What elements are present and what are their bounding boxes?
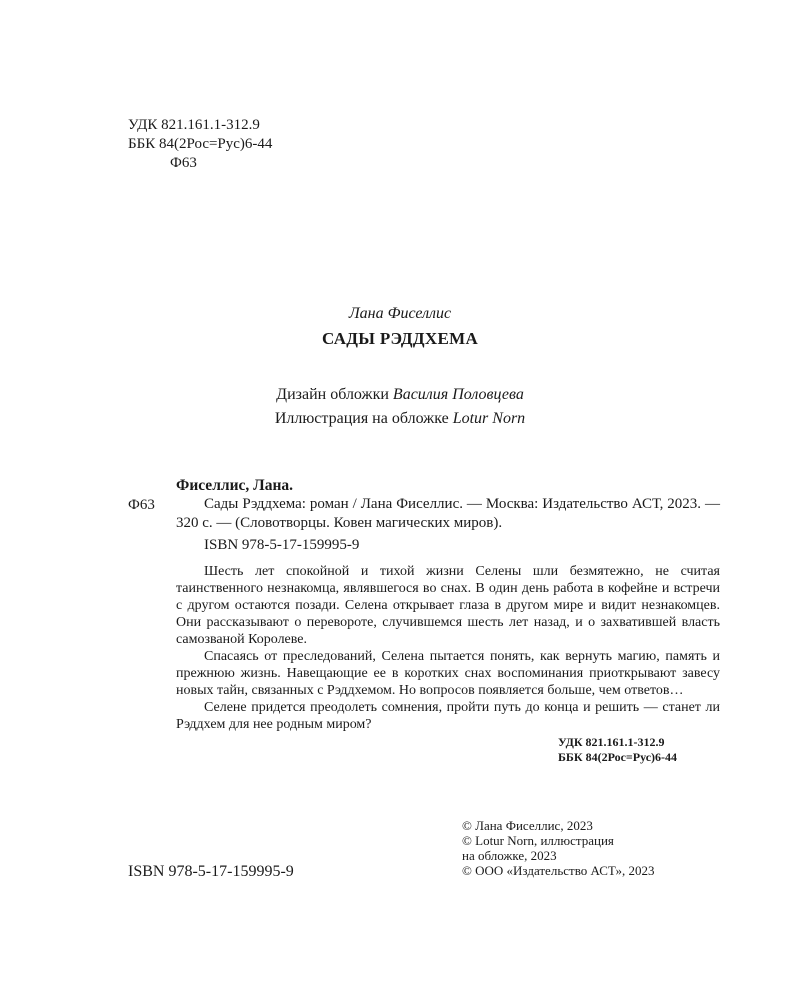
catalog-description: Сады Рэддхема: роман / Лана Фиселлис. — Москва: Издательство АСТ, 2023. — 320 с. — (Словотворцы. Ковен магических миров). — [176, 496, 720, 531]
bbk-code: ББК 84(2Рос=Рус)6-44 — [128, 136, 273, 152]
annotation-paragraph: Селене придется преодолеть сомнения, пройти путь до конца и решить — станет ли Рэддхем для нее родным миром? — [176, 700, 720, 732]
catalog-codes — [176, 735, 720, 765]
catalog-author-mark: Ф63 — [128, 497, 155, 513]
cover-design-label: Дизайн обложки — [276, 386, 389, 403]
author-mark: Ф63 — [170, 155, 197, 171]
copyright-author: © Лана Фиселлис, 2023 — [462, 818, 593, 833]
copyright-illustration: © Lotur Norn, иллюстрация — [462, 833, 614, 848]
cover-design-credit — [0, 386, 800, 404]
udk-code: УДК 821.161.1-312.9 — [128, 117, 260, 133]
catalog-udk: УДК 821.161.1-312.9 — [558, 735, 665, 749]
catalog-author-heading: Фиселлис, Лана. — [176, 477, 293, 494]
book-title: САДЫ РЭДДХЕМА — [321, 329, 479, 348]
classification-codes — [128, 116, 272, 173]
annotation-paragraph: Спасаясь от преследований, Селена пытается понять, как вернуть магию, память и прежнюю жизнь. Навещающие ее в коротких снах воспоминания приоткрывают завесу новых тайн, связанных с Рэддхемом. Но вопросов появляется больше, чем ответов… — [176, 649, 720, 698]
copyright-publisher: © ООО «Издательство АСТ», 2023 — [462, 863, 655, 878]
catalog-card — [176, 476, 720, 765]
illustration-name: Lotur Norn — [452, 410, 526, 427]
illustration-label: Иллюстрация на обложке — [274, 410, 449, 427]
illustration-credit — [0, 410, 800, 428]
catalog-bbk: ББК 84(2Рос=Рус)6-44 — [558, 750, 678, 764]
cover-design-name: Василия Половцева — [392, 386, 524, 403]
copyright-illustration-cont: на обложке, 2023 — [462, 848, 557, 863]
annotation — [176, 563, 720, 733]
copyright-block — [462, 818, 722, 878]
bottom-isbn: ISBN 978-5-17-159995-9 — [128, 863, 294, 880]
catalog-isbn: ISBN 978-5-17-159995-9 — [204, 537, 360, 553]
book-author: Лана Фиселлис — [348, 305, 452, 322]
annotation-paragraph: Шесть лет спокойной и тихой жизни Селены шли безмятежно, не считая таинственного незнакомца, являвшегося во снах. В один день работа в кофейне и встречи с другом остаются позади. Селена открывает глаза в другом мире и видит незнакомцев. Они рассказывают о перевороте, случившемся шесть лет назад, и о захватившей власть самозваной Королеве. — [176, 564, 720, 647]
